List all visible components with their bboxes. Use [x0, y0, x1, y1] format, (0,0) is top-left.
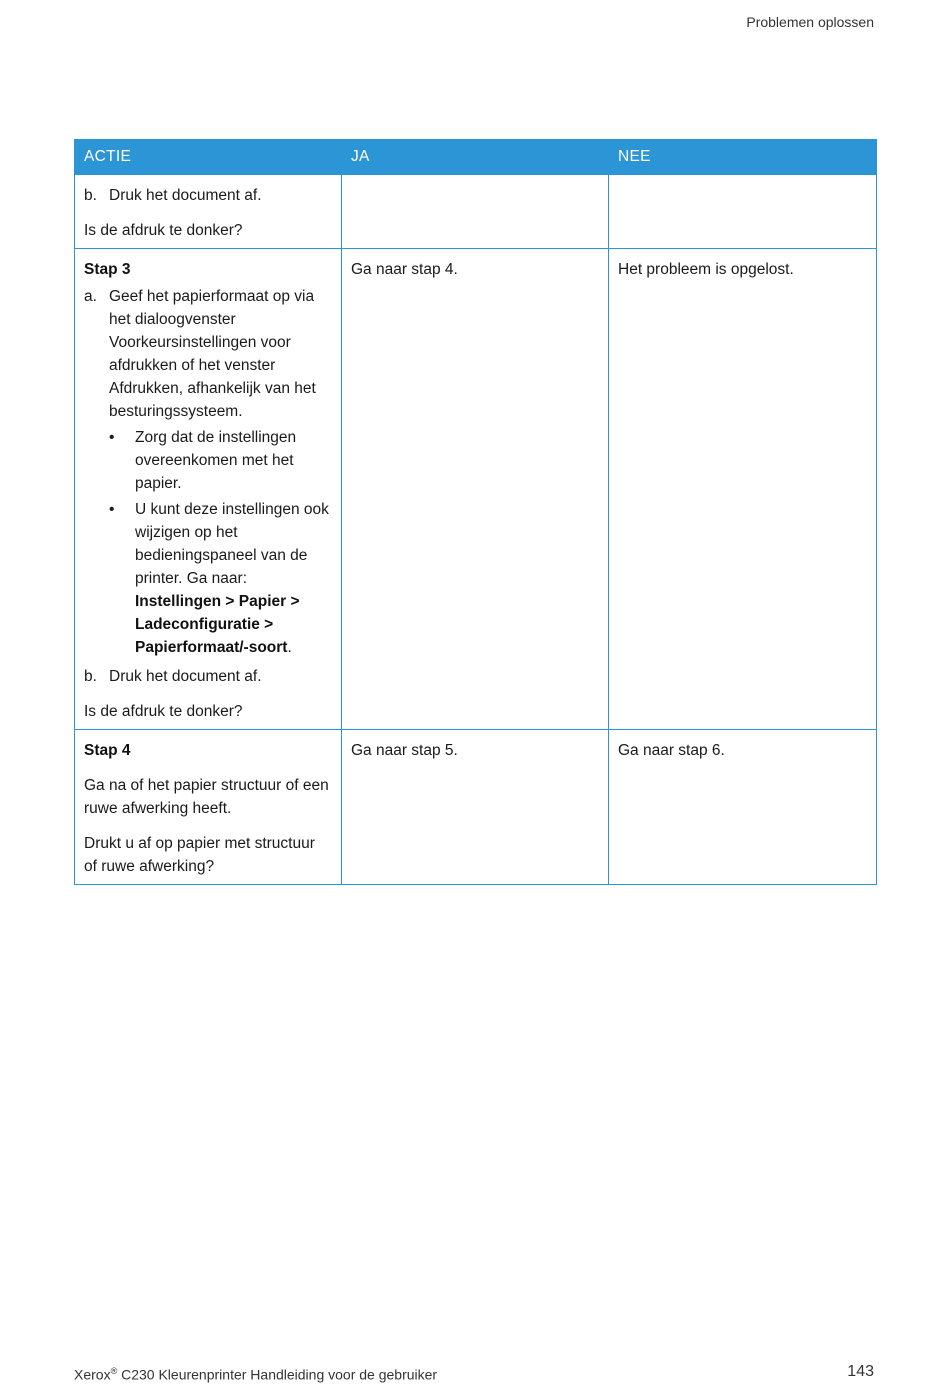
list-marker: a.	[84, 288, 97, 305]
ja-cell: Ga naar stap 5.	[342, 730, 609, 885]
bullet-item	[109, 426, 332, 495]
table-row	[75, 730, 877, 885]
list-item	[84, 285, 332, 662]
step-title: Stap 4	[84, 742, 131, 759]
instruction-text: Ga na of het papier structuur of een ruwe afwerking heeft.	[84, 777, 329, 817]
table-header-row	[75, 140, 877, 175]
nee-cell: Ga naar stap 6.	[609, 730, 877, 885]
bullet-end: .	[287, 639, 292, 656]
list-text: Druk het document af.	[109, 187, 262, 204]
bullet-text: Zorg dat de instellingen overeenkomen met het papier.	[135, 429, 297, 492]
question-text: Drukt u af op papier met structuur of ruwe afwerking?	[84, 835, 315, 875]
nee-cell	[609, 175, 877, 249]
actie-cell	[75, 175, 342, 249]
list-marker: b.	[84, 668, 97, 685]
table-row	[75, 175, 877, 249]
list-item	[84, 665, 332, 688]
footer-brand: Xerox	[74, 1366, 111, 1383]
list-text: Geef het papierformaat op via het dialoogvenster Voorkeursinstellingen voor afdrukken of het venster Afdrukken, afhankelijk van het besturingssysteem.	[109, 288, 316, 420]
list-text: Druk het document af.	[109, 668, 262, 685]
registered-mark: ®	[110, 1366, 118, 1376]
bullet-text: U kunt deze instellingen ook wijzigen op het bedieningspaneel van de printer. Ga naar:	[135, 501, 329, 587]
menu-path: Instellingen > Papier > Ladeconfiguratie > Papierformaat/-soort	[135, 593, 300, 656]
bullet-marker: •	[109, 429, 115, 446]
page-number: 143	[847, 1363, 874, 1380]
actie-cell	[75, 249, 342, 730]
ja-cell: Ga naar stap 4.	[342, 249, 609, 730]
ja-cell	[342, 175, 609, 249]
column-header-ja: JA	[342, 140, 609, 175]
column-header-actie: ACTIE	[75, 140, 342, 175]
column-header-nee: NEE	[609, 140, 877, 175]
nee-cell: Het probleem is opgelost.	[609, 249, 877, 730]
bullet-marker: •	[109, 501, 115, 518]
footer-doc-title: C230 Kleurenprinter Handleiding voor de gebruiker	[117, 1366, 438, 1383]
step-title: Stap 3	[84, 261, 131, 278]
bullet-item	[109, 498, 332, 659]
section-header: Problemen oplossen	[746, 14, 874, 30]
actie-cell	[75, 730, 342, 885]
troubleshooting-table	[74, 139, 877, 885]
footer-title	[74, 1366, 437, 1383]
table-row	[75, 249, 877, 730]
question-text: Is de afdruk te donker?	[84, 703, 243, 720]
question-text: Is de afdruk te donker?	[84, 222, 243, 239]
list-item	[84, 184, 332, 207]
list-marker: b.	[84, 187, 97, 204]
